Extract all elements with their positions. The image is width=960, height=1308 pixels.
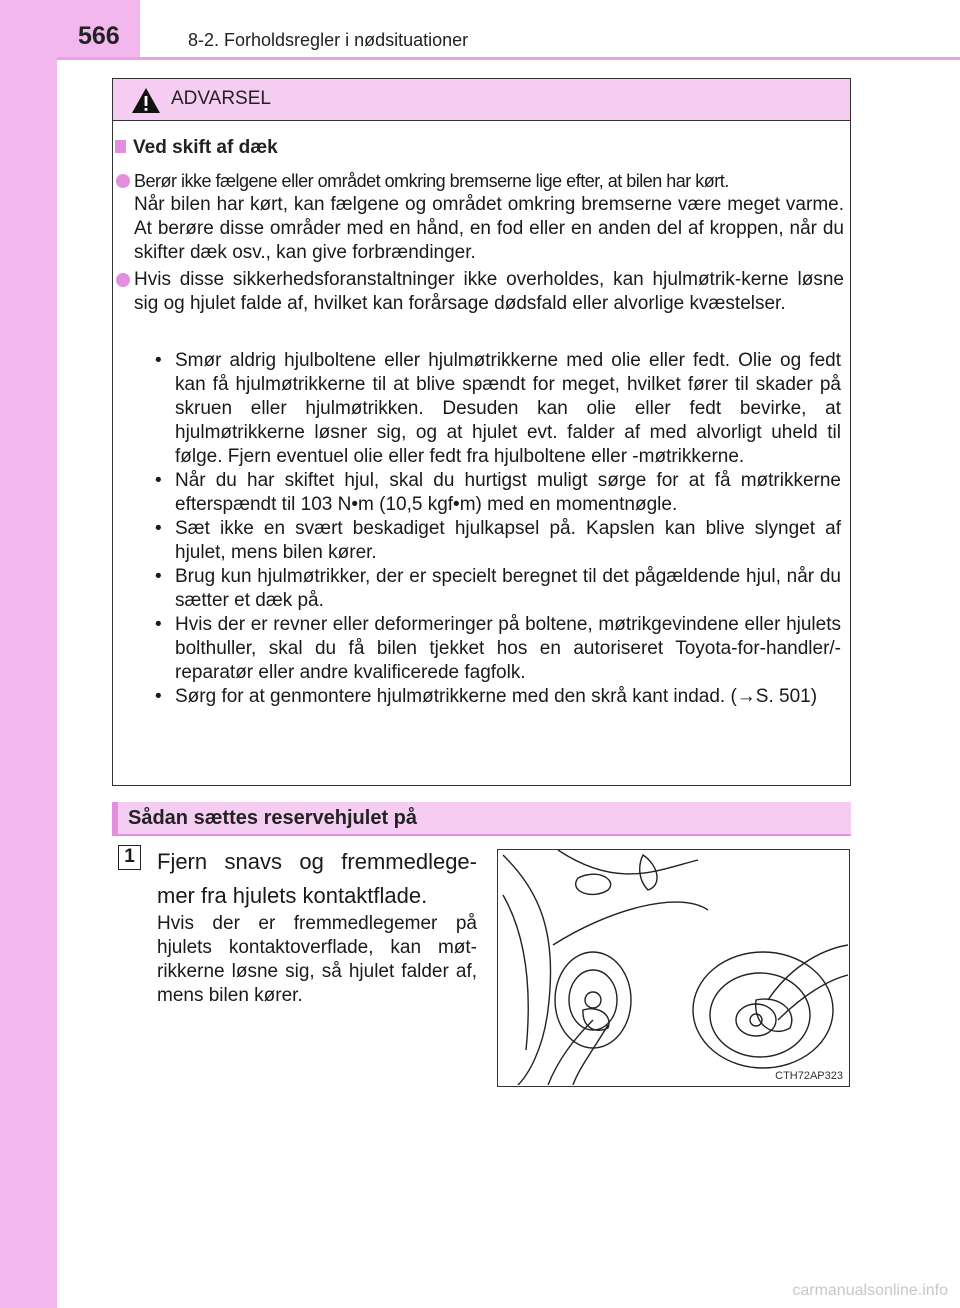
list-item: • Hvis der er revner eller deformeringer på boltene, møtrikgevindene eller hjulets bolthuller, skal du få bilen tjekket hos en autoriseret Toyota-for-handler/-reparatør eller andre kvalificerede fagfolk. (155, 614, 841, 683)
header-rule (57, 57, 960, 60)
heading-accent (112, 802, 118, 836)
warning-title: ADVARSEL (171, 88, 271, 109)
list-item: • Smør aldrig hjulboltene eller hjulmøtrikkerne med olie eller fedt. Olie og fedt kan få hjulmøtrikkerne til at blive spændt for meget, hvilket fører til skader på skruen eller hjulmøtrikken. Desuden kan olie eller fedt bevirke, at hjulmøtrikkerne løsner sig, og at hjulet evt. falder af med alvorligt uheld til følge. Fjern eventuel olie eller fedt fra hjulboltene eller -møtrikkerne. (155, 350, 841, 467)
section-heading (112, 802, 851, 836)
warning-bullet-1: Berør ikke fælgene eller området omkring bremserne lige efter, at bilen har kørt. (116, 169, 844, 193)
step-description: Hvis der er fremmedlegemer på hjulets kontaktoverflade, kan møt-rikkerne løsne sig, så hjulet falder af, mens bilen kører. (157, 913, 477, 1006)
list-item: • Brug kun hjulmøtrikker, der er specielt beregnet til det pågældende hjul, når du sætter et dæk på. (155, 566, 841, 611)
side-tab-band (0, 0, 57, 1308)
illustration-code: CTH72AP323 (775, 1070, 843, 1082)
wheel-illustration (497, 849, 850, 1087)
warning-list (155, 349, 841, 709)
page-number: 566 (78, 22, 120, 50)
warning-bullet-2: Hvis disse sikkerhedsforanstaltninger ikke overholdes, kan hjulmøtrik-kerne løsne sig og hjulet falde af, hvilket kan forårsage dødsfald eller alvorlige kvæstelser. (116, 268, 844, 316)
circle-bullet-icon (116, 273, 130, 287)
section-title: 8-2. Forholdsregler i nødsituationer (188, 30, 469, 50)
step-number: 1 (118, 845, 141, 870)
section-heading-text: Sådan sættes reservehjulet på (128, 807, 418, 829)
header-band (0, 0, 960, 58)
circle-bullet-icon (116, 174, 130, 188)
warning-subhead: Ved skift af dæk (115, 137, 278, 159)
list-item: • Sæt ikke en svært beskadiget hjulkapsel på. Kapslen kan blive slynget af hjulet, mens bilen kører. (155, 518, 841, 563)
list-item: • Når du har skiftet hjul, skal du hurtigst muligt sørge for at få møtrikkerne efterspændt til 103 N•m (10,5 kgf•m) med en momentnøgle. (155, 470, 841, 515)
wheel-cleaning-drawing (498, 850, 848, 1085)
square-bullet-icon (115, 140, 126, 153)
step-title: Fjern snavs og fremmedlege-mer fra hjulets kontaktflade. (157, 849, 477, 908)
warning-header (113, 79, 850, 121)
warning-triangle-icon (131, 87, 161, 114)
warning-box (112, 78, 851, 786)
watermark: carmanualsonline.info (792, 1282, 948, 1299)
warning-bullet-1-detail: Når bilen har kørt, kan fælgene og området omkring bremserne være meget varme. At berøre disse områder med en hånd, en fod eller en anden del af kroppen, når du skifter dæk osv., kan give forbrændinger. (134, 194, 844, 263)
list-item: • Sørg for at genmontere hjulmøtrikkerne med den skrå kant indad. (→S. 501) (155, 686, 818, 707)
